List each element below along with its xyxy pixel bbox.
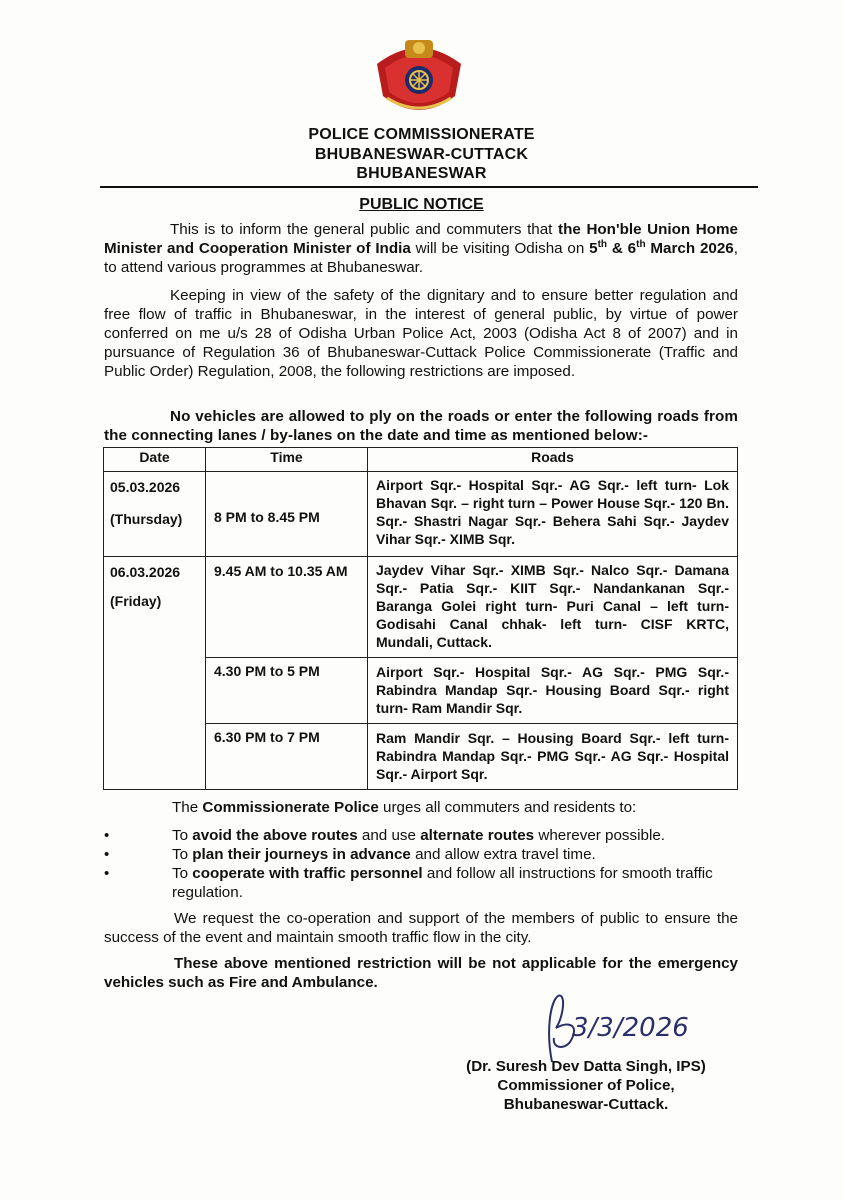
notice-title: PUBLIC NOTICE [359,196,484,213]
signature-date: 3/3/2026 [572,1013,689,1043]
office-name-line1: POLICE COMMISSIONERATE [308,126,535,143]
time-cell: 9.45 AM to 10.35 AM [206,557,368,658]
time-cell: 8 PM to 8.45 PM [206,472,368,557]
office-name-line2: BHUBANESWAR-CUTTACK [314,146,529,163]
urge-line: The Commissionerate Police urges all commuters and residents to: [172,799,637,816]
advice-list [104,826,744,902]
table-header-row [104,448,738,472]
office-name-line3: BHUBANESWAR [356,165,487,182]
signatory-designation: Commissioner of Police, [497,1077,675,1094]
list-item: • To avoid the above routes and use alternate routes wherever possible. [104,826,744,845]
header-divider [100,186,758,188]
signatory-office: Bhubaneswar-Cuttack. [503,1096,669,1113]
authority-paragraph: Keeping in view of the safety of the dignitary and to ensure better regulation and free flow of traffic in Bhubaneswar, in the interest of general public, by virtue of power conferred on me u/s 28 of Odisha Urban Police Act, 2003 (Odisha Act 8 of 2007) and in pursuance of Regulation 36 of Bhubaneswar-Cuttack Police Commissionerate (Traffic and Public Order) Regulation, 2008, the following restrictions are imposed. [104,287,738,380]
list-item: • To plan their journeys in advance and allow extra travel time. [104,845,744,864]
police-emblem-icon [367,34,471,118]
roads-cell: Airport Sqr.- Hospital Sqr.- AG Sqr.- PMG Sqr.- Rabindra Mandap Sqr.- Housing Board Sqr.- right turn- Ram Mandir Sqr. [368,658,738,724]
restriction-table [103,447,738,790]
roads-cell: Jaydev Vihar Sqr.- XIMB Sqr.- Nalco Sqr.- Damana Sqr.- Patia Sqr.- KIIT Sqr.- Nandankanan Sqr.- Baranga Golei right turn- Puri Canal – left turn- Godisahi Canal chhak- left turn- CISF KRTC, Mundali, Cuttack. [368,557,738,658]
restriction-paragraph: No vehicles are allowed to ply on the roads or enter the following roads from the connecting lanes / by-lanes on the date and time as mentioned below:- [104,408,738,444]
table-row [104,557,738,658]
col-header-time: Time [206,448,368,472]
date-cell: 06.03.2026 (Friday) [104,557,206,790]
date-cell: 05.03.2026 (Thursday) [104,472,206,557]
roads-cell: Ram Mandir Sqr. – Housing Board Sqr.- left turn- Rabindra Mandap Sqr.- PMG Sqr.- AG Sqr.- Hospital Sqr.- Airport Sqr. [368,724,738,790]
time-cell: 6.30 PM to 7 PM [206,724,368,790]
intro-paragraph: This is to inform the general public and commuters that the Hon'ble Union Home Minister and Cooperation Minister of India will be visiting Odisha on 5th & 6th March 2026, to attend various programmes at Bhubaneswar. [104,221,738,276]
list-item: • To cooperate with traffic personnel and follow all instructions for smooth traffic regulation. [104,864,744,902]
col-header-roads: Roads [368,448,738,472]
exemption-paragraph: These above mentioned restriction will be not applicable for the emergency vehicles such as Fire and Ambulance. [104,955,738,991]
time-cell: 4.30 PM to 5 PM [206,658,368,724]
col-header-date: Date [104,448,206,472]
cooperation-paragraph: We request the co-operation and support of the members of public to ensure the success of the event and maintain smooth traffic flow in the city. [104,910,738,946]
table-row [104,472,738,557]
roads-cell: Airport Sqr.- Hospital Sqr.- AG Sqr.- left turn- Lok Bhavan Sqr. – right turn – Power House Sqr.- 120 Bn. Sqr.- Shastri Nagar Sqr.- Behera Sahi Sqr.- Jaydev Vihar Sqr.- XIMB Sqr. [368,472,738,557]
signatory-name: (Dr. Suresh Dev Datta Singh, IPS) [466,1058,706,1075]
